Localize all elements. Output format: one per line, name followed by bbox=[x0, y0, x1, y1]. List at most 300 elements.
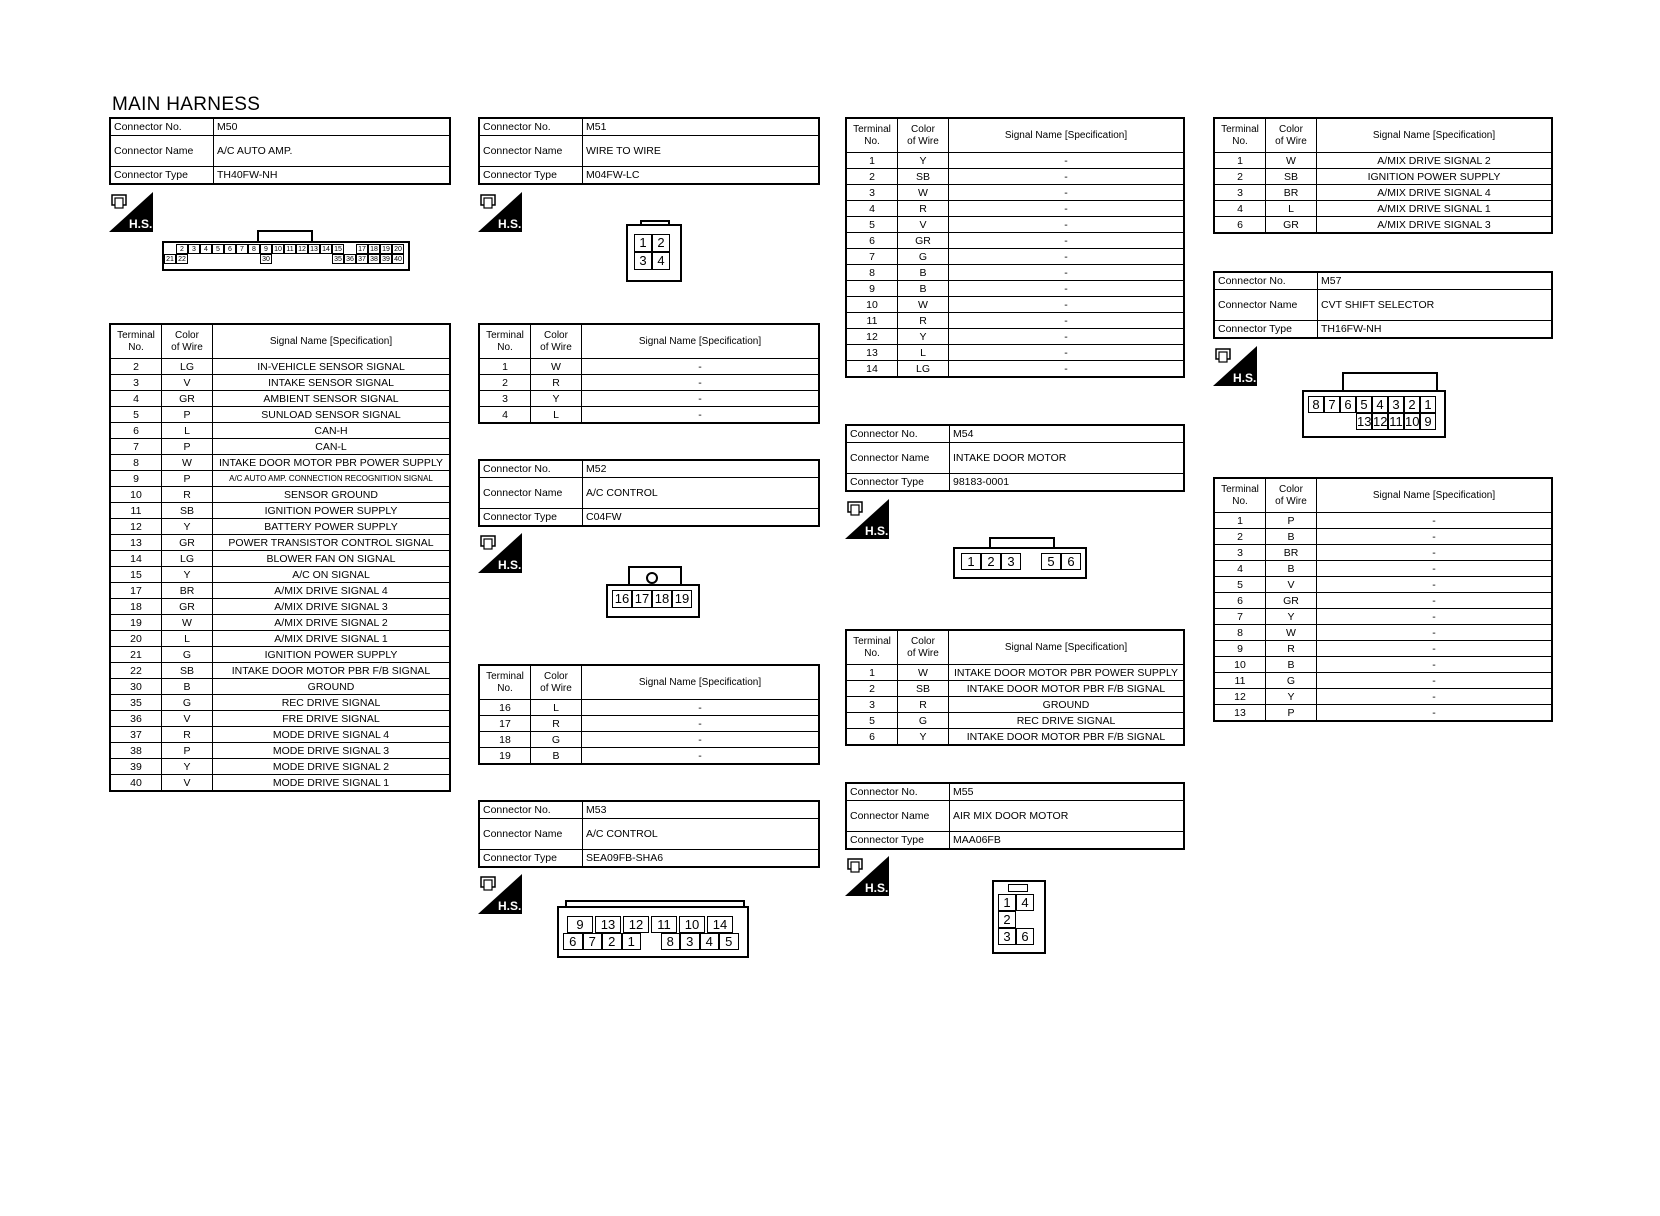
connector-pin: 21 bbox=[164, 254, 176, 264]
signal-name: CAN-H bbox=[213, 423, 451, 439]
terminal-no: 11 bbox=[110, 503, 162, 519]
connector-pin: 36 bbox=[344, 254, 356, 264]
label: Connector Type bbox=[1214, 321, 1318, 339]
terminal-no: 3 bbox=[846, 185, 898, 201]
label: Connector Name bbox=[479, 136, 583, 167]
wire-color: B bbox=[162, 679, 213, 695]
table-row bbox=[479, 375, 819, 391]
wire-color: BR bbox=[162, 583, 213, 599]
wire-color: SB bbox=[898, 681, 949, 697]
terminal-no: 18 bbox=[110, 599, 162, 615]
signal-name: - bbox=[582, 700, 820, 716]
signal-name: - bbox=[582, 359, 820, 375]
signal-name: A/MIX DRIVE SIGNAL 3 bbox=[213, 599, 451, 615]
connector-pin: 16 bbox=[612, 590, 632, 608]
connector-pin: 2 bbox=[652, 234, 670, 252]
hs-icon bbox=[478, 533, 522, 573]
label: Connector Type bbox=[846, 474, 950, 492]
wire-color: R bbox=[162, 487, 213, 503]
terminal-no: 2 bbox=[479, 375, 531, 391]
m53-info bbox=[478, 800, 820, 868]
connector-pin: 17 bbox=[356, 244, 368, 254]
signal-name: BLOWER FAN ON SIGNAL bbox=[213, 551, 451, 567]
connector-pin: 20 bbox=[392, 244, 404, 254]
m51-table bbox=[478, 323, 820, 424]
header-color-of-wire: Color of Wire bbox=[898, 630, 949, 665]
wire-color: G bbox=[898, 249, 949, 265]
terminal-no: 17 bbox=[110, 583, 162, 599]
table-row bbox=[110, 423, 450, 439]
label: Connector Type bbox=[479, 167, 583, 185]
table-row bbox=[110, 583, 450, 599]
signal-name: MODE DRIVE SIGNAL 3 bbox=[213, 743, 451, 759]
terminal-no: 10 bbox=[1214, 657, 1266, 673]
signal-name: AMBIENT SENSOR SIGNAL bbox=[213, 391, 451, 407]
table-row bbox=[1214, 609, 1552, 625]
wire-color: SB bbox=[898, 169, 949, 185]
wire-color: G bbox=[531, 732, 582, 748]
wire-color: GR bbox=[162, 599, 213, 615]
wire-color: V bbox=[162, 711, 213, 727]
wire-color: BR bbox=[1266, 185, 1317, 201]
table-row bbox=[1214, 657, 1552, 673]
signal-name: - bbox=[1317, 529, 1553, 545]
label: Connector No. bbox=[479, 801, 583, 819]
table-row bbox=[846, 201, 1184, 217]
terminal-no: 4 bbox=[479, 407, 531, 424]
wire-color: P bbox=[1266, 513, 1317, 529]
m52-info bbox=[478, 459, 820, 527]
connector-pin: 2 bbox=[981, 553, 1001, 570]
m50-info bbox=[109, 117, 451, 185]
table-row bbox=[479, 359, 819, 375]
connector-pin: 37 bbox=[356, 254, 368, 264]
signal-name: IGNITION POWER SUPPLY bbox=[213, 503, 451, 519]
terminal-no: 5 bbox=[1214, 577, 1266, 593]
table-row bbox=[110, 775, 450, 792]
terminal-no: 5 bbox=[846, 713, 898, 729]
terminal-no: 40 bbox=[110, 775, 162, 792]
label: Connector Type bbox=[846, 832, 950, 850]
signal-name: SUNLOAD SENSOR SIGNAL bbox=[213, 407, 451, 423]
terminal-no: 10 bbox=[110, 487, 162, 503]
table-row bbox=[846, 665, 1184, 681]
connector-key-circle bbox=[646, 572, 658, 584]
m52-connector-diagram bbox=[606, 566, 700, 618]
signal-name: - bbox=[1317, 593, 1553, 609]
connector-no: M50 bbox=[214, 118, 451, 136]
table-row bbox=[110, 519, 450, 535]
connector-pin: 3 bbox=[1388, 396, 1404, 413]
connector-pin: 11 bbox=[651, 916, 677, 933]
hs-label: H.S. bbox=[865, 524, 889, 538]
signal-name: A/MIX DRIVE SIGNAL 4 bbox=[213, 583, 451, 599]
connector-pin: 9 bbox=[567, 916, 593, 933]
wire-color: B bbox=[531, 748, 582, 765]
connector-type: MAA06FB bbox=[950, 832, 1185, 850]
wire-color: Y bbox=[898, 729, 949, 746]
hs-icon bbox=[478, 874, 522, 914]
connector-pin: 4 bbox=[700, 933, 720, 950]
signal-name: REC DRIVE SIGNAL bbox=[949, 713, 1185, 729]
wire-color: L bbox=[898, 345, 949, 361]
table-row bbox=[110, 503, 450, 519]
table-row bbox=[479, 732, 819, 748]
header-signal-name: Signal Name [Specification] bbox=[1317, 118, 1553, 153]
connector-name: WIRE TO WIRE bbox=[583, 136, 820, 167]
wire-color: Y bbox=[162, 567, 213, 583]
table-row bbox=[479, 716, 819, 732]
signal-name: A/C ON SIGNAL bbox=[213, 567, 451, 583]
connector-pin: 38 bbox=[368, 254, 380, 264]
terminal-no: 4 bbox=[846, 201, 898, 217]
wire-color: B bbox=[898, 265, 949, 281]
wire-color: R bbox=[898, 697, 949, 713]
connector-pin: 4 bbox=[1016, 894, 1034, 911]
table-row bbox=[479, 748, 819, 765]
connector-pin: 7 bbox=[1324, 396, 1340, 413]
table-row bbox=[1214, 625, 1552, 641]
table-row bbox=[479, 407, 819, 424]
terminal-no: 13 bbox=[110, 535, 162, 551]
terminal-no: 6 bbox=[846, 729, 898, 746]
terminal-no: 15 bbox=[110, 567, 162, 583]
label: Connector No. bbox=[846, 425, 950, 443]
wire-color: R bbox=[898, 313, 949, 329]
signal-name: - bbox=[1317, 625, 1553, 641]
table-row bbox=[1214, 705, 1552, 722]
wire-color: GR bbox=[1266, 217, 1317, 234]
signal-name: - bbox=[1317, 577, 1553, 593]
signal-name: - bbox=[949, 345, 1185, 361]
table-row bbox=[846, 713, 1184, 729]
table-row bbox=[110, 455, 450, 471]
signal-name: IN-VEHICLE SENSOR SIGNAL bbox=[213, 359, 451, 375]
connector-pin: 8 bbox=[1308, 396, 1324, 413]
terminal-no: 38 bbox=[110, 743, 162, 759]
table-row bbox=[110, 647, 450, 663]
terminal-no: 37 bbox=[110, 727, 162, 743]
terminal-no: 11 bbox=[1214, 673, 1266, 689]
terminal-no: 9 bbox=[1214, 641, 1266, 657]
wire-color: LG bbox=[162, 551, 213, 567]
signal-name: MODE DRIVE SIGNAL 2 bbox=[213, 759, 451, 775]
table-row bbox=[846, 249, 1184, 265]
label: Connector No. bbox=[846, 783, 950, 801]
terminal-no: 36 bbox=[110, 711, 162, 727]
m54-table bbox=[845, 629, 1185, 746]
wire-color: R bbox=[531, 375, 582, 391]
table-row bbox=[1214, 201, 1552, 217]
connector-type: SEA09FB-SHA6 bbox=[583, 850, 820, 868]
m54-info bbox=[845, 424, 1185, 492]
wire-color: Y bbox=[162, 759, 213, 775]
header-color-of-wire: Color of Wire bbox=[898, 118, 949, 153]
terminal-no: 2 bbox=[110, 359, 162, 375]
signal-name: - bbox=[949, 361, 1185, 378]
connector-pin: 15 bbox=[332, 244, 344, 254]
connector-type: 98183-0001 bbox=[950, 474, 1185, 492]
hs-icon bbox=[845, 499, 889, 539]
connector-pin: 14 bbox=[707, 916, 733, 933]
connector-pin: 6 bbox=[1061, 553, 1081, 570]
connector-pin: 3 bbox=[680, 933, 700, 950]
connector-pin: 5 bbox=[719, 933, 739, 950]
terminal-no: 3 bbox=[1214, 185, 1266, 201]
table-row bbox=[110, 631, 450, 647]
header-color-of-wire: Color of Wire bbox=[1266, 118, 1317, 153]
signal-name: MODE DRIVE SIGNAL 1 bbox=[213, 775, 451, 792]
signal-name: - bbox=[949, 265, 1185, 281]
wire-color: R bbox=[162, 727, 213, 743]
table-row bbox=[846, 233, 1184, 249]
terminal-no: 2 bbox=[1214, 169, 1266, 185]
wire-color: Y bbox=[898, 329, 949, 345]
terminal-no: 12 bbox=[846, 329, 898, 345]
signal-name: - bbox=[1317, 673, 1553, 689]
signal-name: INTAKE DOOR MOTOR PBR POWER SUPPLY bbox=[213, 455, 451, 471]
terminal-no: 9 bbox=[110, 471, 162, 487]
connector-name: A/C CONTROL bbox=[583, 478, 820, 509]
table-row bbox=[846, 297, 1184, 313]
signal-name: - bbox=[1317, 705, 1553, 722]
wire-color: V bbox=[162, 775, 213, 792]
terminal-no: 6 bbox=[846, 233, 898, 249]
label: Connector No. bbox=[479, 118, 583, 136]
label: Connector Name bbox=[479, 478, 583, 509]
wire-color: V bbox=[162, 375, 213, 391]
signal-name: REC DRIVE SIGNAL bbox=[213, 695, 451, 711]
signal-name: SENSOR GROUND bbox=[213, 487, 451, 503]
signal-name: POWER TRANSISTOR CONTROL SIGNAL bbox=[213, 535, 451, 551]
table-row bbox=[1214, 641, 1552, 657]
hs-label: H.S. bbox=[1233, 371, 1257, 385]
connector-pin: 5 bbox=[1356, 396, 1372, 413]
signal-name: - bbox=[949, 201, 1185, 217]
connector-pin: 4 bbox=[1372, 396, 1388, 413]
signal-name: GROUND bbox=[213, 679, 451, 695]
wire-color: GR bbox=[898, 233, 949, 249]
connector-pin: 6 bbox=[563, 933, 583, 950]
table-row bbox=[1214, 153, 1552, 169]
table-row bbox=[846, 169, 1184, 185]
wire-color: Y bbox=[1266, 609, 1317, 625]
signal-name: - bbox=[949, 153, 1185, 169]
terminal-no: 6 bbox=[1214, 217, 1266, 234]
terminal-no: 22 bbox=[110, 663, 162, 679]
wire-color: L bbox=[531, 700, 582, 716]
terminal-no: 3 bbox=[110, 375, 162, 391]
m57-connector-diagram bbox=[1302, 372, 1446, 436]
wire-color: G bbox=[1266, 673, 1317, 689]
table-row bbox=[1214, 529, 1552, 545]
table-row bbox=[110, 391, 450, 407]
signal-name: - bbox=[582, 407, 820, 424]
signal-name: - bbox=[949, 281, 1185, 297]
connector-no: M52 bbox=[583, 460, 820, 478]
connector-pin: 10 bbox=[272, 244, 284, 254]
connector-pin: 39 bbox=[380, 254, 392, 264]
connector-pin: 12 bbox=[623, 916, 649, 933]
connector-pin: 10 bbox=[1405, 414, 1420, 429]
table-row bbox=[846, 185, 1184, 201]
terminal-no: 16 bbox=[479, 700, 531, 716]
terminal-no: 4 bbox=[110, 391, 162, 407]
signal-name: - bbox=[949, 249, 1185, 265]
hs-icon bbox=[845, 856, 889, 896]
signal-name: A/MIX DRIVE SIGNAL 3 bbox=[1317, 217, 1553, 234]
header-terminal-no: Terminal No. bbox=[110, 324, 162, 359]
wire-color: W bbox=[898, 185, 949, 201]
table-row bbox=[110, 727, 450, 743]
wire-color: Y bbox=[898, 153, 949, 169]
table-row bbox=[1214, 185, 1552, 201]
wire-color: P bbox=[162, 471, 213, 487]
wire-color: L bbox=[531, 407, 582, 424]
m57-info bbox=[1213, 271, 1553, 339]
connector-key bbox=[1008, 884, 1028, 892]
connector-pin: 19 bbox=[672, 590, 692, 608]
table-row bbox=[110, 679, 450, 695]
table-row bbox=[110, 759, 450, 775]
wire-color: P bbox=[162, 407, 213, 423]
terminal-no: 1 bbox=[1214, 513, 1266, 529]
terminal-no: 8 bbox=[110, 455, 162, 471]
signal-name: INTAKE DOOR MOTOR PBR F/B SIGNAL bbox=[949, 729, 1185, 746]
terminal-no: 10 bbox=[846, 297, 898, 313]
connector-pin: 17 bbox=[632, 590, 652, 608]
terminal-no: 7 bbox=[1214, 609, 1266, 625]
terminal-no: 2 bbox=[846, 169, 898, 185]
table-row bbox=[846, 265, 1184, 281]
signal-name: - bbox=[949, 297, 1185, 313]
wire-color: R bbox=[898, 201, 949, 217]
wire-color: W bbox=[531, 359, 582, 375]
connector-pin: 3 bbox=[1001, 553, 1021, 570]
terminal-no: 1 bbox=[846, 665, 898, 681]
connector-pin: 2 bbox=[998, 911, 1016, 928]
connector-pin: 40 bbox=[392, 254, 404, 264]
wire-color: P bbox=[162, 743, 213, 759]
connector-pin: 5 bbox=[212, 244, 224, 254]
terminal-no: 13 bbox=[846, 345, 898, 361]
connector-pin: 6 bbox=[1016, 928, 1034, 945]
signal-name: - bbox=[582, 391, 820, 407]
table-row bbox=[1214, 593, 1552, 609]
table-row bbox=[110, 551, 450, 567]
m57-table bbox=[1213, 477, 1553, 722]
connector-pin: 13 bbox=[308, 244, 320, 254]
table-row bbox=[110, 663, 450, 679]
table-row bbox=[1214, 673, 1552, 689]
wire-color: GR bbox=[162, 391, 213, 407]
table-row bbox=[110, 407, 450, 423]
table-row bbox=[846, 153, 1184, 169]
signal-name: - bbox=[1317, 641, 1553, 657]
connector-pin: 19 bbox=[380, 244, 392, 254]
m53-table bbox=[845, 117, 1185, 378]
label: Connector No. bbox=[110, 118, 214, 136]
signal-name: - bbox=[949, 217, 1185, 233]
m51-info bbox=[478, 117, 820, 185]
terminal-no: 14 bbox=[110, 551, 162, 567]
table-row bbox=[1214, 169, 1552, 185]
wire-color: GR bbox=[1266, 593, 1317, 609]
m51-connector-diagram bbox=[626, 220, 682, 282]
hs-label: H.S. bbox=[865, 881, 889, 895]
terminal-no: 1 bbox=[479, 359, 531, 375]
signal-name: - bbox=[582, 375, 820, 391]
wire-color: SB bbox=[162, 663, 213, 679]
label: Connector Name bbox=[110, 136, 214, 167]
terminal-no: 2 bbox=[846, 681, 898, 697]
table-row bbox=[1214, 689, 1552, 705]
table-row bbox=[110, 599, 450, 615]
connector-pin: 7 bbox=[236, 244, 248, 254]
m50-table bbox=[109, 323, 451, 792]
signal-name: A/MIX DRIVE SIGNAL 2 bbox=[1317, 153, 1553, 169]
table-row bbox=[846, 681, 1184, 697]
signal-name: CAN-L bbox=[213, 439, 451, 455]
signal-name: - bbox=[949, 169, 1185, 185]
connector-pin: 22 bbox=[176, 254, 188, 264]
connector-pin: 2 bbox=[176, 244, 188, 254]
table-row bbox=[1214, 577, 1552, 593]
connector-pin: 6 bbox=[1340, 396, 1356, 413]
connector-no: M53 bbox=[583, 801, 820, 819]
label: Connector Name bbox=[1214, 290, 1318, 321]
connector-pin: 9 bbox=[260, 244, 272, 254]
terminal-no: 8 bbox=[1214, 625, 1266, 641]
table-row bbox=[110, 615, 450, 631]
connector-pin: 10 bbox=[679, 916, 705, 933]
terminal-no: 20 bbox=[110, 631, 162, 647]
m50-connector-diagram bbox=[160, 230, 410, 270]
connector-type: TH40FW-NH bbox=[214, 167, 451, 185]
connector-no: M54 bbox=[950, 425, 1185, 443]
signal-name: MODE DRIVE SIGNAL 4 bbox=[213, 727, 451, 743]
connector-pin: 12 bbox=[1373, 414, 1388, 429]
connector-pin: 11 bbox=[284, 244, 296, 254]
terminal-no: 6 bbox=[110, 423, 162, 439]
terminal-no: 17 bbox=[479, 716, 531, 732]
wire-color: Y bbox=[1266, 689, 1317, 705]
connector-pin: 3 bbox=[634, 252, 652, 270]
header-terminal-no: Terminal No. bbox=[846, 630, 898, 665]
connector-pin: 1 bbox=[622, 933, 642, 950]
terminal-no: 19 bbox=[479, 748, 531, 765]
signal-name: - bbox=[582, 748, 820, 765]
wire-color: L bbox=[162, 631, 213, 647]
connector-pin: 18 bbox=[368, 244, 380, 254]
connector-pin: 3 bbox=[998, 928, 1016, 945]
connector-pin: 30 bbox=[260, 254, 272, 264]
table-row bbox=[1214, 545, 1552, 561]
hs-label: H.S. bbox=[498, 899, 522, 913]
signal-name: - bbox=[1317, 561, 1553, 577]
connector-no: M55 bbox=[950, 783, 1185, 801]
wire-color: LG bbox=[162, 359, 213, 375]
connector-name: A/C AUTO AMP. bbox=[214, 136, 451, 167]
connector-no: M51 bbox=[583, 118, 820, 136]
signal-name: IGNITION POWER SUPPLY bbox=[1317, 169, 1553, 185]
terminal-no: 12 bbox=[1214, 689, 1266, 705]
wire-color: B bbox=[898, 281, 949, 297]
terminal-no: 4 bbox=[1214, 561, 1266, 577]
terminal-no: 8 bbox=[846, 265, 898, 281]
wire-color: W bbox=[162, 455, 213, 471]
table-row bbox=[846, 345, 1184, 361]
